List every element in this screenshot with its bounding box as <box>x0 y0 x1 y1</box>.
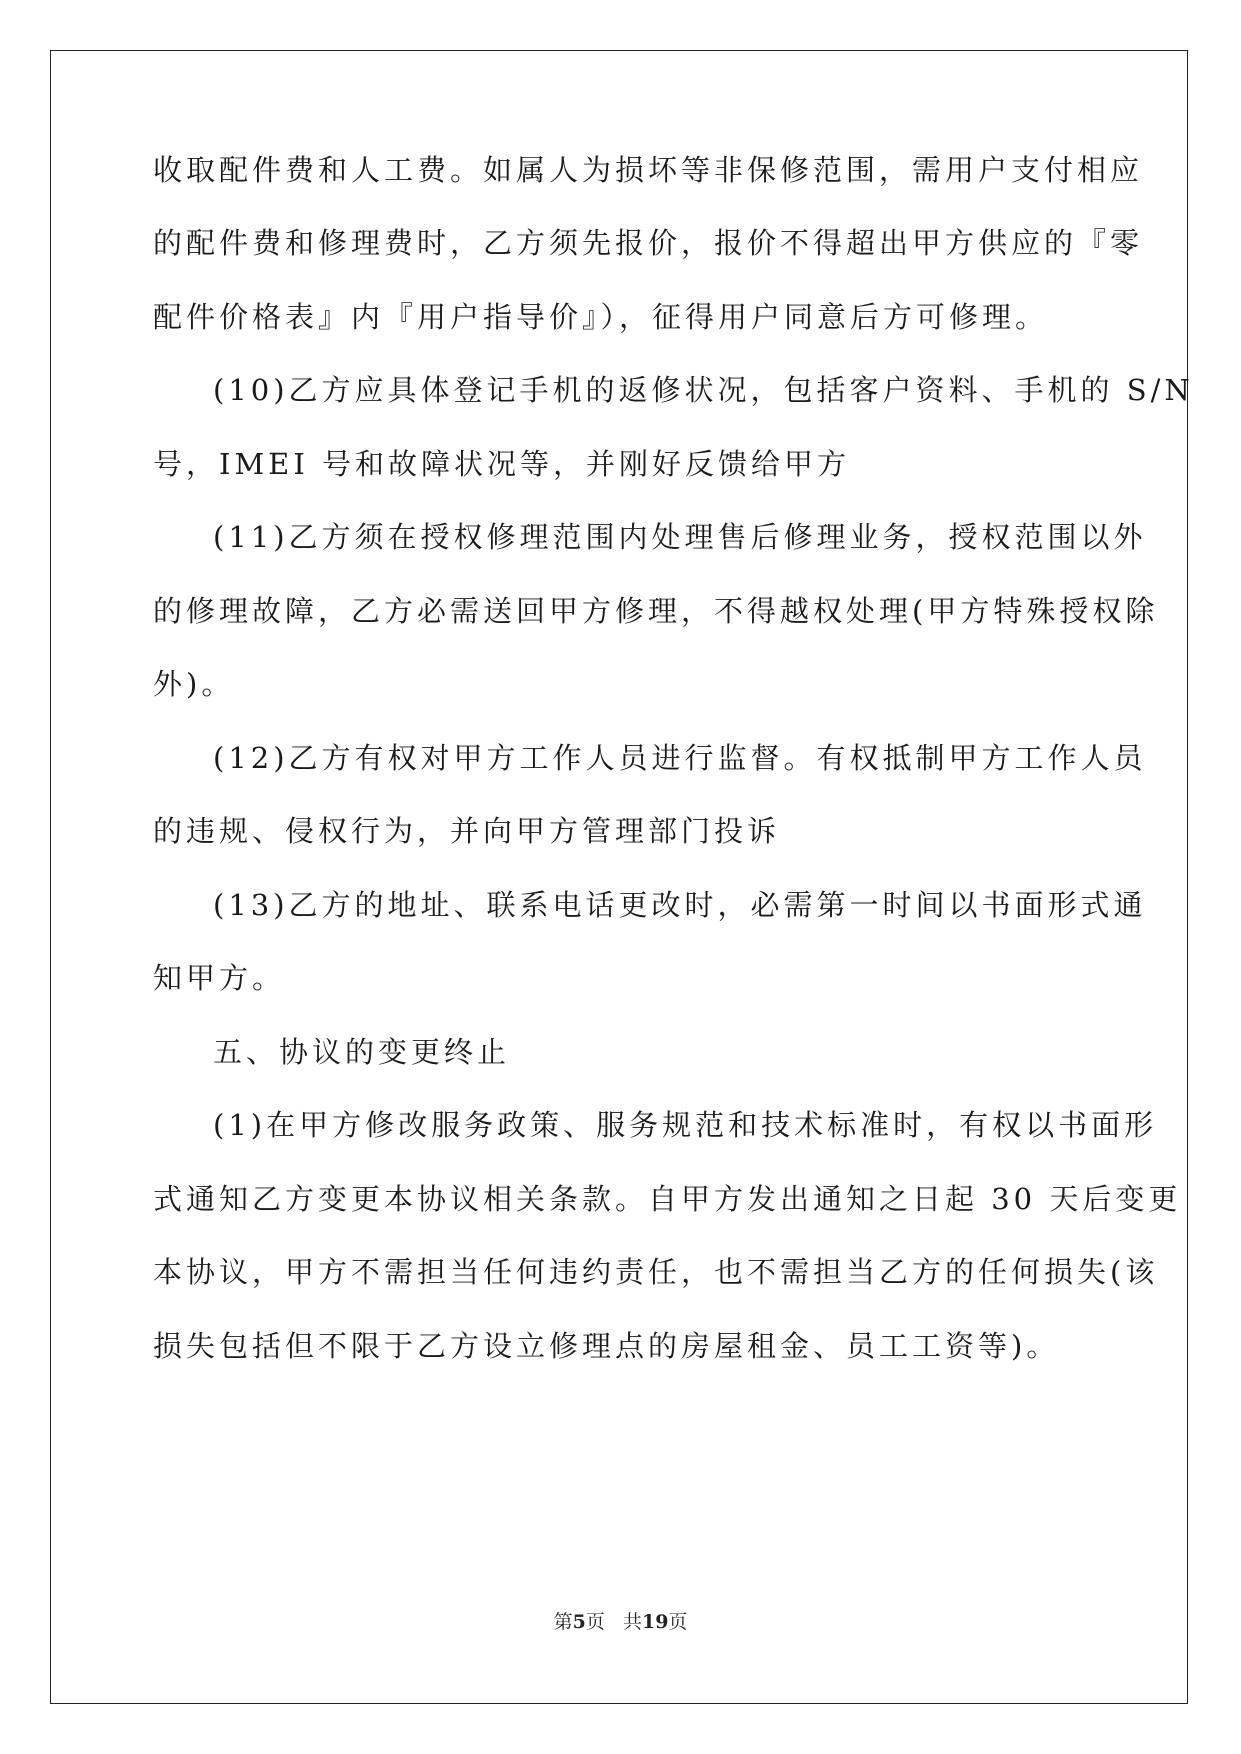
text-line: 本协议，甲方不需担当任何违约责任，也不需担当乙方的任何损失(该 <box>153 1255 1159 1289</box>
footer-total-suffix: 页 <box>668 1611 688 1633</box>
text-line: 知甲方。 <box>153 961 286 995</box>
section-heading: 五、协议的变更终止 <box>213 1035 511 1069</box>
text-line: (11)乙方须在授权修理范围内处理售后修理业务，授权范围以外 <box>213 520 1147 554</box>
footer-page-suffix: 页 <box>585 1611 605 1633</box>
text-line: 的违规、侵权行为，并向甲方管理部门投诉 <box>153 814 781 848</box>
footer-total-prefix: 共 <box>622 1611 642 1633</box>
text-line: (1)在甲方修改服务政策、服务规范和技术标准时，有权以书面形 <box>213 1108 1158 1142</box>
text-line: 配件价格表』内『用户指导价』），征得用户同意后方可修理。 <box>153 300 1049 334</box>
text-line: 损失包括但不限于乙方设立修理点的房屋租金、员工工资等)。 <box>153 1329 1060 1363</box>
footer-prefix: 第 <box>553 1611 573 1633</box>
text-line: 的配件费和修理费时，乙方须先报价，报价不得超出甲方供应的『零 <box>153 226 1144 260</box>
text-line: (13)乙方的地址、联系电话更改时，必需第一时间以书面形式通 <box>213 888 1147 922</box>
text-line: 外)。 <box>153 667 235 701</box>
text-line: (10)乙方应具体登记手机的返修状况，包括客户资料、手机的 S/N <box>213 373 1194 407</box>
current-page-number: 5 <box>572 1611 586 1633</box>
page-footer <box>0 1610 1241 1634</box>
text-line: 的修理故障，乙方必需送回甲方修理，不得越权处理(甲方特殊授权除 <box>153 594 1159 628</box>
text-line: (12)乙方有权对甲方工作人员进行监督。有权抵制甲方工作人员 <box>213 741 1147 775</box>
total-page-count: 19 <box>641 1611 669 1633</box>
text-line: 收取配件费和人工费。如属人为损坏等非保修范围，需用户支付相应 <box>153 153 1144 187</box>
text-line: 号，IMEI 号和故障状况等，并刚好反馈给甲方 <box>153 447 850 481</box>
text-line: 式通知乙方变更本协议相关条款。自甲方发出通知之日起 30 天后变更 <box>153 1182 1182 1216</box>
